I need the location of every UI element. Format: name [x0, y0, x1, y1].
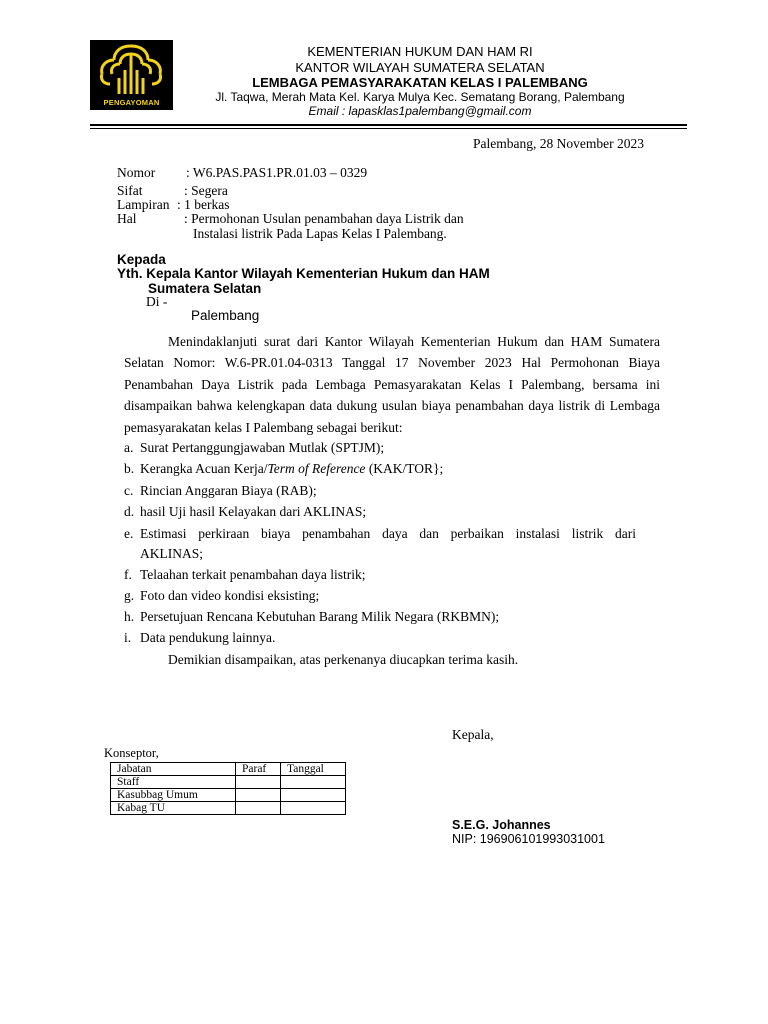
logo-caption: PENGAYOMAN	[103, 98, 160, 107]
item-e-text-line1: Estimasi perkiraan biaya penambahan daya dan perbaikan instalasi listrik dari	[140, 526, 636, 541]
recipient-region: Sumatera Selatan	[148, 281, 262, 296]
item-c-mark: c.	[124, 483, 134, 498]
table-row	[111, 776, 346, 789]
item-a-text: Surat Pertanggungjawaban Mutlak (SPTJM);	[140, 440, 385, 455]
header-jabatan: Jabatan	[111, 763, 236, 776]
nomor-value: : W6.PAS.PAS1.PR.01.03 – 0329	[186, 165, 368, 180]
item-f-text: Telaahan terkait penambahan daya listrik;	[140, 567, 366, 582]
sifat-label: Sifat	[117, 183, 143, 198]
item-e-text-line2: AKLINAS;	[140, 546, 203, 561]
tanggal-cell	[281, 789, 346, 802]
intro-text: Menindaklanjuti surat dari Kantor Wilayah Kementerian Hukum dan HAM Sumatera Selatan Nomor: W.6-PR.01.04-0313 Tanggal 17 November 2023 Hal Permohonan Biaya Penambahan Daya Listrik pada Lembaga Pemasyarakatan Kelas I Palembang, bersama ini disampaikan bahwa kelengkapan data dukung usulan biaya penambahan daya listrik di Lembaga pemasyarakatan kelas I Palembang sebagai berikut:	[124, 334, 660, 435]
jabatan-cell: Kasubbag Umum	[111, 789, 236, 802]
signatory-nip: NIP: 196906101993031001	[452, 832, 605, 846]
paraf-cell	[236, 802, 281, 815]
item-b-text-2: (KAK/TOR};	[365, 461, 444, 476]
hal-label: Hal	[117, 211, 137, 226]
item-i-text: Data pendukung lainnya.	[140, 630, 276, 645]
signatory-name: S.E.G. Johannes	[452, 818, 551, 832]
item-g-mark: g.	[124, 588, 135, 603]
header-divider-thick	[90, 124, 687, 126]
table-row	[111, 789, 346, 802]
recipient-city: Palembang	[191, 308, 260, 323]
item-a-mark: a.	[124, 440, 134, 455]
hal-value-line1: : Permohonan Usulan penambahan daya Listrik dan	[184, 211, 464, 226]
address-line: Jl. Taqwa, Merah Mata Kel. Karya Mulya Kec. Sematang Borang, Palembang	[215, 90, 625, 104]
item-b-text	[140, 461, 443, 477]
item-f-mark: f.	[124, 567, 132, 582]
letter-date: Palembang, 28 November 2023	[473, 136, 644, 151]
item-h-mark: h.	[124, 609, 135, 624]
item-i-mark: i.	[124, 630, 132, 645]
hal-value-line2: Instalasi listrik Pada Lapas Kelas I Palembang.	[193, 226, 447, 241]
table-row	[111, 802, 346, 815]
paraf-cell	[236, 776, 281, 789]
regional-office-line: KANTOR WILAYAH SUMATERA SELATAN	[295, 60, 545, 75]
lampiran-label: Lampiran	[117, 197, 170, 212]
pengayoman-logo	[90, 40, 173, 110]
item-d-mark: d.	[124, 504, 135, 519]
item-b-text-italic: Term of Reference	[267, 461, 366, 476]
recipient-title: Yth. Kepala Kantor Wilayah Kementerian Hukum dan HAM	[117, 266, 490, 281]
tanggal-cell	[281, 776, 346, 789]
header-divider-thin	[90, 128, 687, 129]
di-label: Di -	[146, 294, 168, 309]
ministry-line: KEMENTERIAN HUKUM DAN HAM RI	[307, 44, 533, 59]
lampiran-value: : 1 berkas	[177, 197, 230, 212]
kepada-label: Kepada	[117, 252, 166, 267]
nomor-label: Nomor	[117, 165, 156, 180]
header-tanggal: Tanggal	[281, 763, 346, 776]
jabatan-cell: Kabag TU	[111, 802, 236, 815]
closing-sentence: Demikian disampaikan, atas perkenanya diucapkan terima kasih.	[168, 652, 519, 667]
item-c-text: Rincian Anggaran Biaya (RAB);	[140, 483, 317, 498]
institution-line: LEMBAGA PEMASYARAKATAN KELAS I PALEMBANG	[252, 75, 588, 90]
item-b-mark: b.	[124, 461, 135, 476]
konseptor-table	[110, 762, 346, 815]
tree-emblem-icon	[90, 40, 173, 100]
sifat-value: : Segera	[184, 183, 228, 198]
item-e-mark: e.	[124, 526, 134, 541]
item-d-text: hasil Uji hasil Kelayakan dari AKLINAS;	[140, 504, 367, 519]
item-h-text: Persetujuan Rencana Kebutuhan Barang Milik Negara (RKBMN);	[140, 609, 500, 624]
item-b-text-1: Kerangka Acuan Kerja/	[140, 461, 268, 476]
signatory-title: Kepala,	[452, 727, 494, 742]
paraf-cell	[236, 789, 281, 802]
email-line: Email : lapasklas1palembang@gmail.com	[308, 104, 532, 118]
jabatan-cell: Staff	[111, 776, 236, 789]
header-paraf: Paraf	[236, 763, 281, 776]
table-header-row	[111, 763, 346, 776]
item-g-text: Foto dan video kondisi eksisting;	[140, 588, 320, 603]
tanggal-cell	[281, 802, 346, 815]
intro-paragraph	[124, 331, 660, 438]
konseptor-label: Konseptor,	[104, 746, 159, 760]
